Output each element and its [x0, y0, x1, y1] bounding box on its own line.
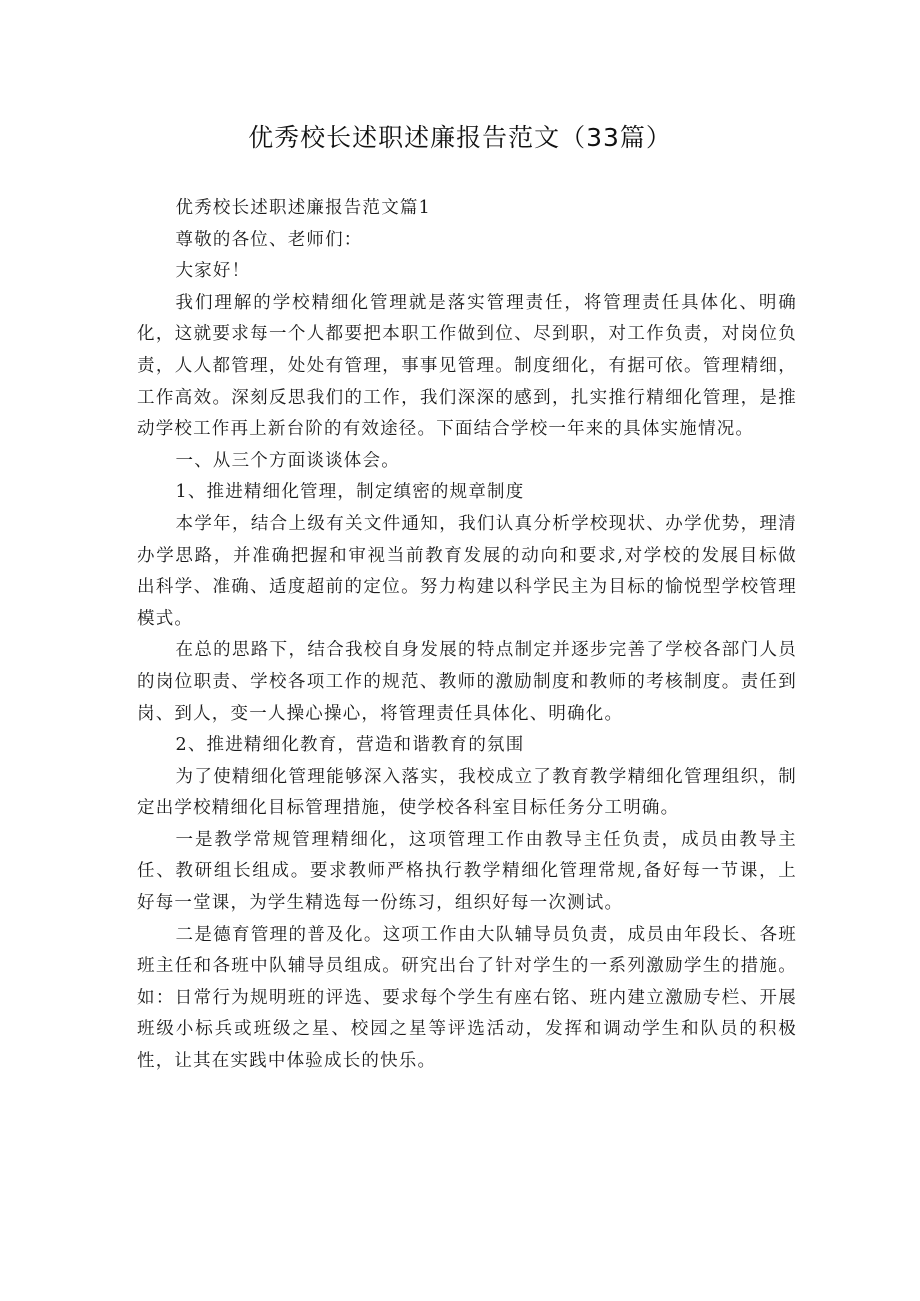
greeting: 大家好！ — [175, 261, 251, 282]
document-title: 优秀校长述职述廉报告范文（33篇） — [248, 123, 672, 152]
section-heading: 优秀校长述职述廉报告范文篇1 — [175, 198, 431, 218]
document-body — [137, 193, 797, 1078]
body-paragraph: 本学年，结合上级有关文件通知，我们认真分析学校现状、办学优势，理清办学思路，并准确把握和审视当前教育发展的动向和要求,对学校的发展目标做出科学、准确、适度超前的定位。努力构建以科学民主为目标的愉悦型学校管理模式。 — [137, 513, 797, 629]
body-paragraph: 在总的思路下，结合我校自身发展的特点制定并逐步完善了学校各部门人员的岗位职责、学校各项工作的规范、教师的激励制度和教师的考核制度。责任到岗、到人，变一人操心操心，将管理责任具体化、明确化。 — [137, 640, 797, 724]
body-paragraph: 我们理解的学校精细化管理就是落实管理责任，将管理责任具体化、明确化，这就要求每一个人都要把本职工作做到位、尽到职，对工作负责，对岗位负责，人人都管理，处处有管理，事事见管理。制度细化，有据可依。管理精细，工作高效。深刻反思我们的工作，我们深深的感到，扎实推行精细化管理，是推动学校工作再上新台阶的有效途径。下面结合学校一年来的具体实施情况。 — [137, 292, 797, 440]
subheading: 一、从三个方面谈谈体会。 — [175, 450, 400, 471]
body-paragraph: 一是教学常规管理精细化，这项管理工作由教导主任负责，成员由教导主任、教研组长组成。要求教师严格执行教学精细化管理常规,备好每一节课，上好每一堂课，为学生精选每一份练习，组织好每一次测试。 — [137, 829, 797, 914]
subheading: 2、推进精细化教育，营造和谐教育的氛围 — [175, 735, 525, 756]
subheading: 1、推进精细化管理，制定缜密的规章制度 — [175, 482, 525, 503]
body-paragraph: 为了使精细化管理能够深入落实，我校成立了教育教学精细化管理组织，制定出学校精细化目标管理措施，使学校各科室目标任务分工明确。 — [137, 766, 797, 819]
salutation: 尊敬的各位、老师们： — [175, 229, 363, 250]
body-paragraph: 二是德育管理的普及化。这项工作由大队辅导员负责，成员由年段长、各班班主任和各班中队辅导员组成。研究出台了针对学生的一系列激励学生的措施。如：日常行为规明班的评选、要求每个学生有座右铭、班内建立激励专栏、开展班级小标兵或班级之星、校园之星等评选活动，发挥和调动学生和队员的积极性，让其在实践中体验成长的快乐。 — [137, 924, 797, 1072]
